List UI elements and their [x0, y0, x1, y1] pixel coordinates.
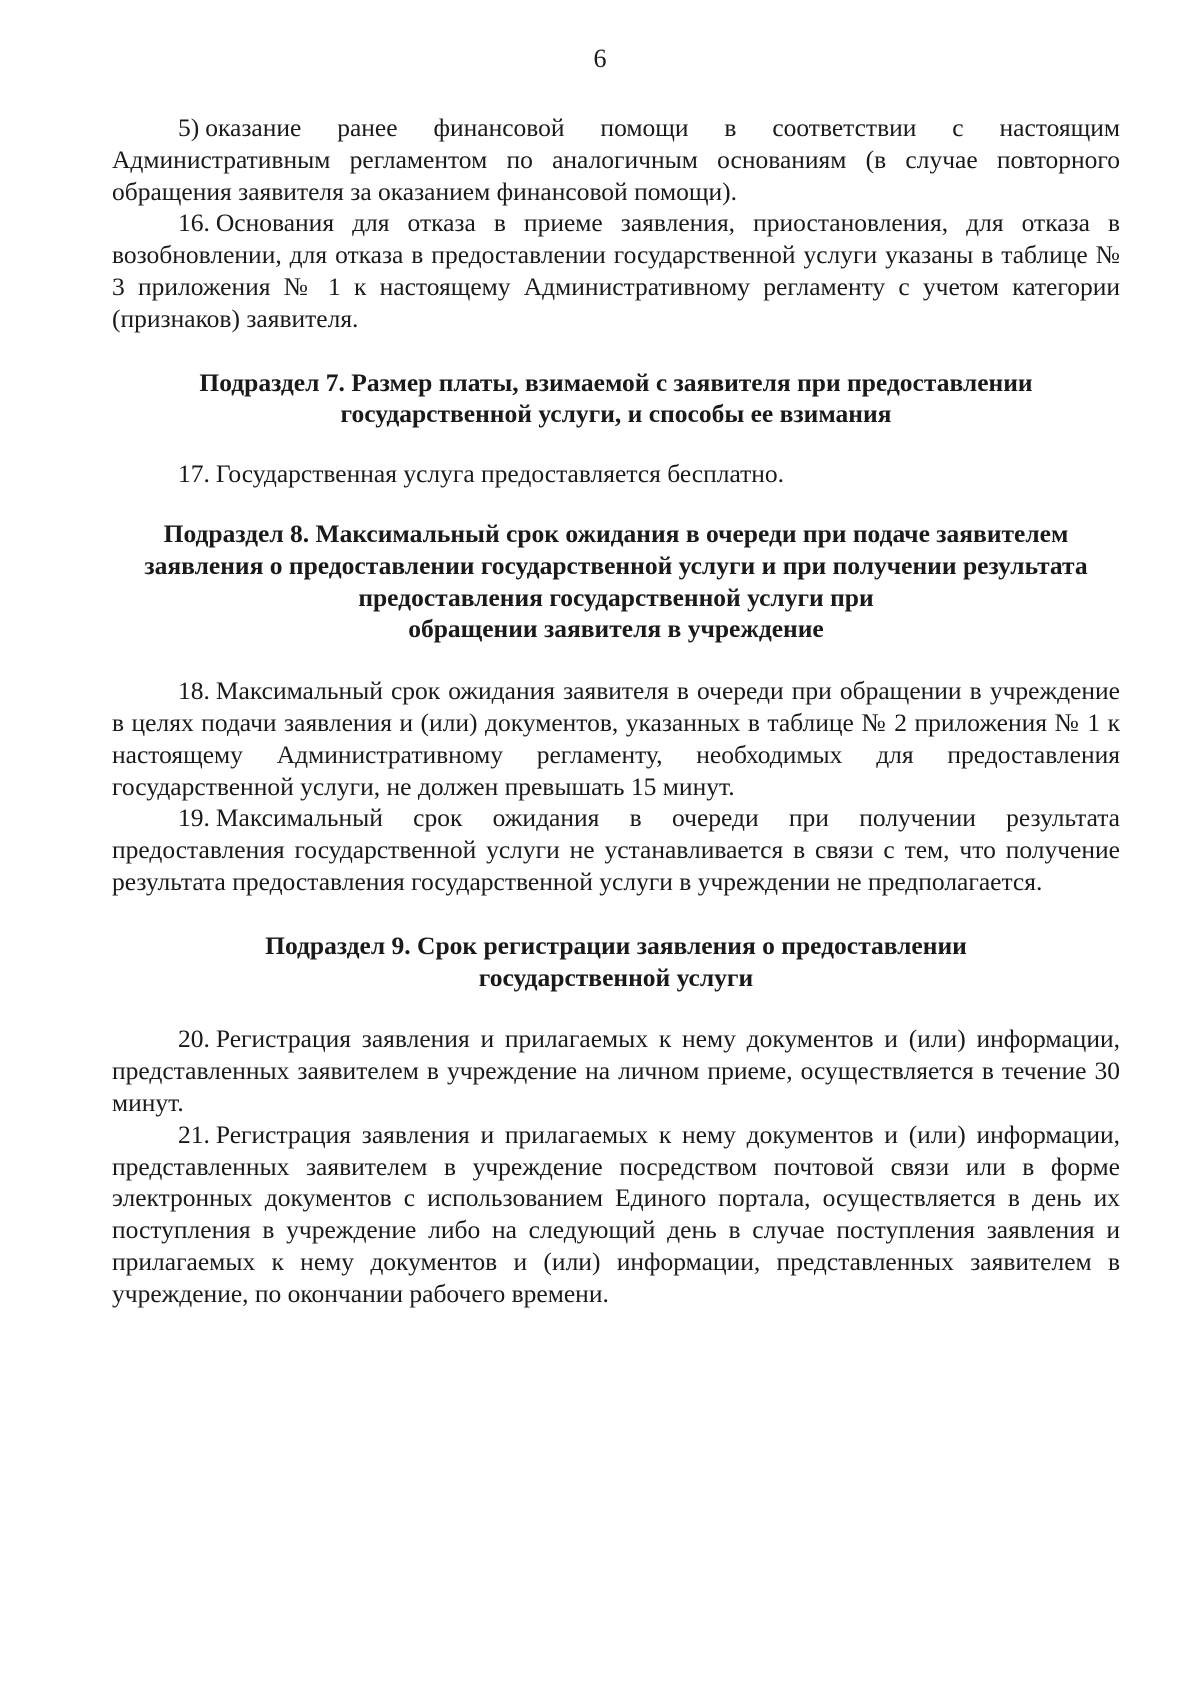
paragraph-number: 17. [178, 459, 210, 489]
paragraph-18 [112, 675, 1120, 802]
paragraph-19 [112, 802, 1120, 897]
subsection-7-heading [112, 367, 1120, 431]
paragraph-21 [112, 1119, 1120, 1310]
heading-line: Подраздел 9. Срок регистрации заявления о предоставлении [265, 930, 967, 960]
paragraph-number: 16. [178, 208, 210, 238]
item-text: оказание ранее финансовой помощи в соответствии с настоящим Административным регламентом по аналогичным основаниям (в случае повторного обращения заявителя за оказанием финансовой помощи). [112, 113, 1120, 206]
item-number: 5) [178, 113, 200, 142]
paragraph-text: Максимальный срок ожидания в очереди при получении результата предоставления государственной услуги не устанавливается в связи с тем, что получение результата предоставления государственной услуги в учреждении не предполагается. [112, 803, 1120, 896]
heading-line: заявления о предоставлении государственной услуги и при получении результата [144, 550, 1088, 580]
subsection-9-heading [112, 930, 1120, 994]
paragraph-16 [112, 207, 1120, 334]
paragraph-20 [112, 1023, 1120, 1118]
paragraph-text: Основания для отказа в приеме заявления, приостановления, для отказа в возобновлении, для отказа в предоставлении государственной услуги указаны в таблице № 3 приложения № 1 к настоящему Административному регламенту с учетом категории (признаков) заявителя. [112, 208, 1120, 333]
heading-line: Подраздел 8. Максимальный срок ожидания в очереди при подаче заявителем [163, 518, 1069, 548]
subsection-8-heading [112, 518, 1120, 645]
paragraph-text: Регистрация заявления и прилагаемых к нему документов и (или) информации, представленных заявителем в учреждение на личном приеме, осуществляется в течение 30 минут. [112, 1024, 1120, 1117]
heading-line: Подраздел 7. Размер платы, взимаемой с заявителя при предоставлении [199, 367, 1033, 397]
heading-line: обращении заявителя в учреждение [408, 614, 824, 644]
heading-line: государственной услуги, и способы ее взимания [340, 399, 892, 429]
paragraph-number: 18. [178, 676, 210, 706]
paragraph-text: Регистрация заявления и прилагаемых к нему документов и (или) информации, представленных заявителем в учреждение посредством почтовой связи или в форме электронных документов с использованием Единого портала, осуществляется в день их поступления в учреждение либо на следующий день в случае поступления заявления и прилагаемых к нему документов и (или) информации, представленных заявителем в учреждение, по окончании рабочего времени. [112, 1119, 1120, 1308]
paragraph-text: Максимальный срок ожидания заявителя в очереди при обращении в учреждение в целях подачи заявления и (или) документов, указанных в таблице № 2 приложения № 1 к настоящему Административному регламенту, необходимых для предоставления государственной услуги, не должен превышать 15 минут. [112, 676, 1120, 801]
document-body [112, 112, 1120, 1310]
paragraph-number: 19. [178, 803, 210, 833]
page-number: 6 [593, 44, 607, 73]
paragraph-text: Государственная услуга предоставляется бесплатно. [215, 459, 785, 489]
paragraph-17 [112, 458, 1120, 490]
paragraph-number: 21. [178, 1119, 210, 1149]
heading-line: государственной услуги [478, 962, 754, 992]
list-item-5 [112, 112, 1120, 207]
heading-line: предоставления государственной услуги при [358, 582, 874, 612]
paragraph-number: 20. [178, 1024, 210, 1054]
